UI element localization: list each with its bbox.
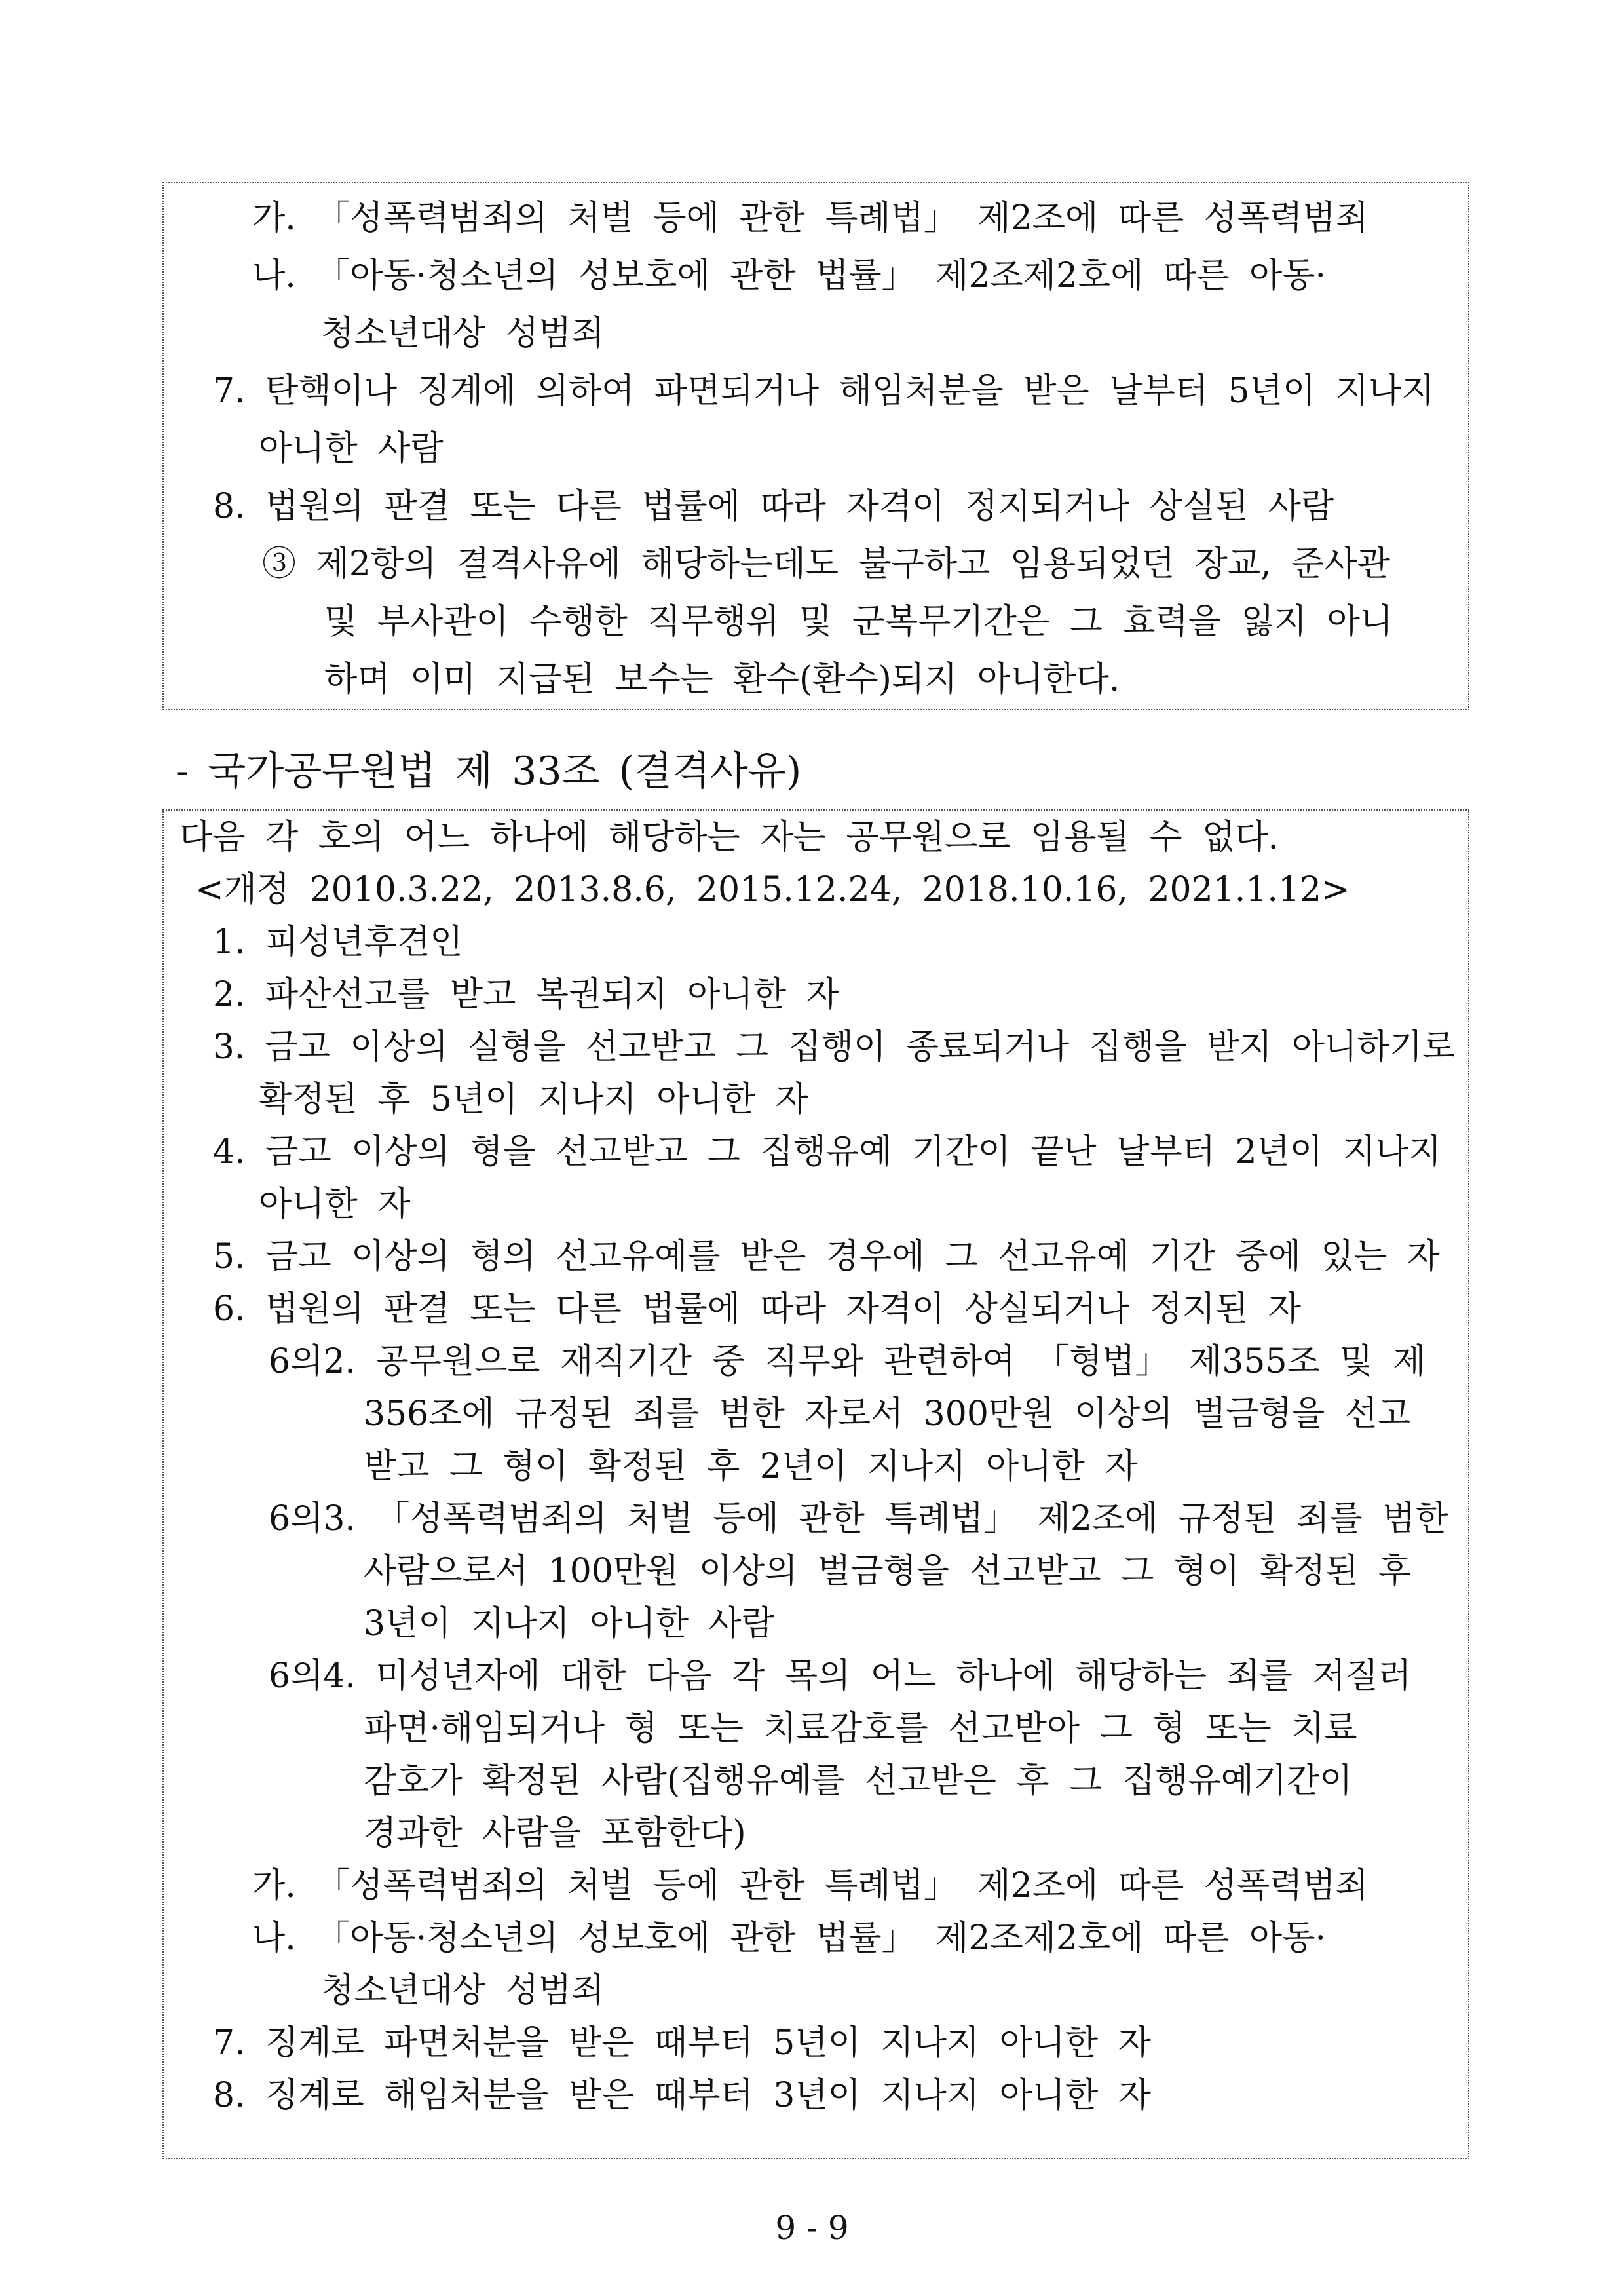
text-line: 3. 금고 이상의 실형을 선고받고 그 집행이 종료되거나 집행을 받지 아니하기로	[213, 1027, 1456, 1067]
text-line: 감호가 확정된 사람(집행유예를 선고받은 후 그 집행유예기간이	[364, 1761, 1353, 1801]
text-line: 6의3. 「성폭력범죄의 처벌 등에 관한 특례법」 제2조에 규정된 죄를 범한	[269, 1499, 1448, 1539]
text-line: 356조에 규정된 죄를 범한 자로서 300만원 이상의 벌금형을 선고	[364, 1394, 1411, 1434]
text-line: 5. 금고 이상의 형의 선고유예를 받은 경우에 그 선고유예 기간 중에 있는 자	[213, 1237, 1440, 1276]
text-line: 8. 법원의 판결 또는 다른 법률에 따라 자격이 정지되거나 상실된 사람	[213, 487, 1334, 526]
section-heading: - 국가공무원법 제 33조 (결격사유)	[176, 748, 802, 794]
law-excerpt-box-1	[162, 182, 1469, 710]
text-line: 아니한 사람	[259, 429, 444, 469]
text-line: 2. 파산선고를 받고 복권되지 아니한 자	[213, 975, 839, 1014]
text-line: 나. 「아동·청소년의 성보호에 관한 법률」 제2조제2호에 따른 아동·	[252, 1919, 1327, 1958]
text-line: 다음 각 호의 어느 하나에 해당하는 자는 공무원으로 임용될 수 없다.	[179, 818, 1279, 857]
text-line: 아니한 자	[259, 1185, 411, 1224]
text-line: 확정된 후 5년이 지나지 아니한 자	[259, 1080, 808, 1119]
text-line: 받고 그 형이 확정된 후 2년이 지나지 아니한 자	[364, 1447, 1138, 1486]
text-line: 파면·해임되거나 형 또는 치료감호를 선고받아 그 형 또는 치료	[364, 1709, 1357, 1748]
text-line: 나. 「아동·청소년의 성보호에 관한 법률」 제2조제2호에 따른 아동·	[252, 256, 1327, 296]
text-line: 6. 법원의 판결 또는 다른 법률에 따라 자격이 상실되거나 정지된 자	[213, 1290, 1301, 1329]
text-line: 4. 금고 이상의 형을 선고받고 그 집행유예 기간이 끝난 날부터 2년이 지나지	[213, 1132, 1442, 1172]
text-line: 7. 징계로 파면처분을 받은 때부터 5년이 지나지 아니한 자	[213, 2023, 1152, 2063]
text-line: 3년이 지나지 아니한 사람	[364, 1604, 774, 1643]
page-number: 9 - 9	[775, 2209, 849, 2247]
text-line: <개정 2010.3.22, 2013.8.6, 2015.12.24, 2018.10.16, 2021.1.12>	[195, 870, 1350, 909]
text-line: 6의2. 공무원으로 재직기간 중 직무와 관련하여 「형법」 제355조 및 제	[269, 1342, 1426, 1381]
law-excerpt-box-2	[162, 809, 1469, 2159]
text-line: 7. 탄핵이나 징계에 의하여 파면되거나 해임처분을 받은 날부터 5년이 지나지	[213, 372, 1435, 411]
text-line: 청소년대상 성범죄	[321, 1971, 605, 2010]
text-line: 6의4. 미성년자에 대한 다음 각 목의 어느 하나에 해당하는 죄를 저질러	[269, 1656, 1412, 1696]
text-line: 하며 이미 지급된 보수는 환수(환수)되지 아니한다.	[324, 660, 1120, 699]
text-line: 가. 「성폭력범죄의 처벌 등에 관한 특례법」 제2조에 따른 성폭력범죄	[252, 199, 1369, 238]
text-line: 1. 피성년후견인	[213, 923, 463, 962]
text-line: 사람으로서 100만원 이상의 벌금형을 선고받고 그 형이 확정된 후	[364, 1552, 1412, 1591]
text-line: 청소년대상 성범죄	[321, 314, 605, 353]
text-line: 및 부사관이 수행한 직무행위 및 군복무기간은 그 효력을 잃지 아니	[324, 602, 1393, 641]
text-line: ③ 제2항의 결격사유에 해당하는데도 불구하고 임용되었던 장교, 준사관	[262, 545, 1390, 584]
text-line: 경과한 사람을 포함한다)	[364, 1814, 746, 1853]
text-line: 8. 징계로 해임처분을 받은 때부터 3년이 지나지 아니한 자	[213, 2076, 1152, 2115]
text-line: 가. 「성폭력범죄의 처벌 등에 관한 특례법」 제2조에 따른 성폭력범죄	[252, 1866, 1369, 1905]
